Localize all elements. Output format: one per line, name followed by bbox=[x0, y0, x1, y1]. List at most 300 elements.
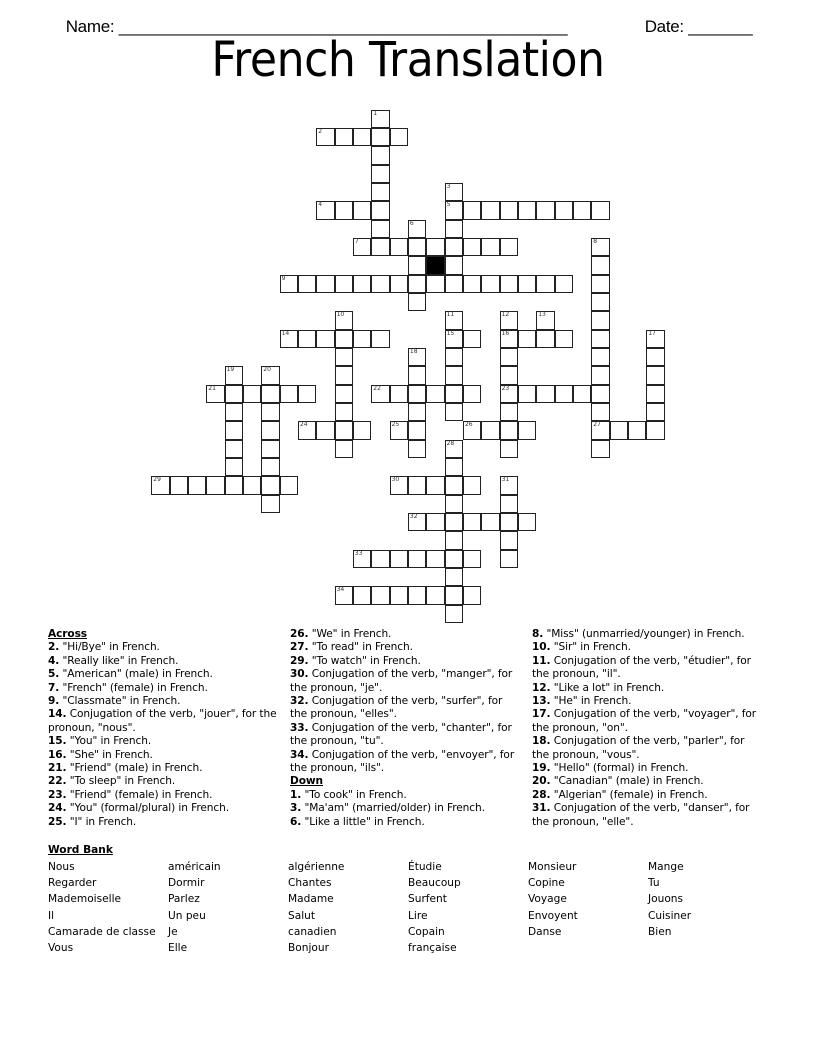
clue-text: "Hello" (formal) in French. bbox=[550, 762, 689, 775]
name-label: Name: bbox=[65, 17, 119, 36]
grid-cell[interactable] bbox=[518, 330, 536, 348]
word-bank-item: Jouons bbox=[648, 893, 684, 906]
clue-number: 9. bbox=[48, 695, 60, 708]
grid-cell[interactable] bbox=[408, 440, 426, 458]
grid-cell[interactable] bbox=[591, 256, 609, 274]
grid-cell[interactable] bbox=[408, 550, 426, 568]
grid-cell[interactable] bbox=[298, 421, 316, 439]
clue-number: 21. bbox=[48, 762, 67, 775]
grid-cell[interactable] bbox=[335, 403, 353, 421]
clue-item bbox=[290, 816, 522, 829]
grid-cell[interactable] bbox=[500, 550, 518, 568]
clue-item bbox=[290, 722, 522, 749]
grid-cell[interactable] bbox=[591, 275, 609, 293]
grid-cell[interactable] bbox=[408, 238, 426, 256]
grid-cell[interactable] bbox=[500, 513, 518, 531]
grid-cell[interactable] bbox=[481, 238, 499, 256]
grid-cell[interactable] bbox=[371, 275, 389, 293]
grid-cell[interactable] bbox=[151, 476, 169, 494]
date-label: Date: bbox=[644, 17, 689, 36]
page-title: French Translation bbox=[211, 32, 605, 88]
word-bank-item: Surfent bbox=[408, 893, 447, 906]
clue-item bbox=[532, 641, 764, 654]
grid-cell[interactable] bbox=[445, 440, 463, 458]
clue-text: "We" in French. bbox=[308, 628, 392, 640]
grid-cell[interactable] bbox=[335, 440, 353, 458]
grid-cell[interactable] bbox=[390, 385, 408, 403]
grid-cell[interactable] bbox=[481, 275, 499, 293]
grid-cell[interactable] bbox=[353, 586, 371, 604]
grid-cell[interactable] bbox=[445, 513, 463, 531]
cell-number: 13 bbox=[538, 311, 546, 319]
grid-cell[interactable] bbox=[188, 476, 206, 494]
clue-text: Conjugation of the verb, "jouer", for the pronoun, "nous". bbox=[48, 708, 277, 734]
grid-cell[interactable] bbox=[445, 568, 463, 586]
word-bank-item: Elle bbox=[168, 942, 188, 954]
grid-cell[interactable] bbox=[371, 146, 389, 164]
grid-cell[interactable] bbox=[371, 385, 389, 403]
grid-cell[interactable] bbox=[261, 495, 279, 513]
clue-item bbox=[290, 628, 522, 641]
clue-text: "Sir" in French. bbox=[550, 641, 631, 654]
clue-text: "Ma'am" (married/older) in French. bbox=[301, 802, 485, 815]
grid-cell[interactable] bbox=[463, 421, 481, 439]
clue-text: "Friend" (male) in French. bbox=[66, 762, 203, 775]
cell-number: 19 bbox=[226, 366, 235, 374]
grid-cell[interactable] bbox=[536, 311, 554, 329]
grid-cell[interactable] bbox=[371, 220, 389, 238]
grid-cell[interactable] bbox=[371, 586, 389, 604]
cell-number: 16 bbox=[501, 329, 510, 337]
word-bank-item: Mange bbox=[648, 861, 684, 873]
word-bank-item: Salut bbox=[288, 909, 316, 922]
grid-cell[interactable] bbox=[445, 256, 463, 274]
grid-cell[interactable] bbox=[353, 330, 371, 348]
grid-cell[interactable] bbox=[463, 238, 481, 256]
grid-cell[interactable] bbox=[500, 495, 518, 513]
grid-cell[interactable] bbox=[298, 330, 316, 348]
clue-number: 22. bbox=[48, 775, 67, 788]
grid-cell[interactable] bbox=[353, 421, 371, 439]
grid-cell[interactable] bbox=[463, 586, 481, 604]
grid-cell[interactable] bbox=[445, 366, 463, 384]
grid-cell[interactable] bbox=[500, 275, 518, 293]
grid-cell[interactable] bbox=[463, 275, 481, 293]
grid-cell[interactable] bbox=[408, 275, 426, 293]
grid-cell[interactable] bbox=[408, 366, 426, 384]
grid-cell[interactable] bbox=[371, 183, 389, 201]
grid-cell[interactable] bbox=[646, 421, 664, 439]
grid-cell[interactable] bbox=[536, 201, 554, 219]
grid-cell[interactable] bbox=[225, 458, 243, 476]
grid-cell[interactable] bbox=[481, 421, 499, 439]
clue-text: "You" (formal/plural) in French. bbox=[66, 802, 230, 815]
grid-cell[interactable] bbox=[335, 275, 353, 293]
clue-number: 10. bbox=[532, 641, 551, 654]
grid-cell[interactable] bbox=[591, 440, 609, 458]
grid-cell[interactable] bbox=[316, 275, 334, 293]
clue-item bbox=[48, 735, 280, 748]
grid-cell[interactable] bbox=[591, 385, 609, 403]
grid-cell[interactable] bbox=[408, 421, 426, 439]
grid-cell[interactable] bbox=[591, 293, 609, 311]
grid-cell[interactable] bbox=[555, 201, 573, 219]
grid-cell[interactable] bbox=[445, 495, 463, 513]
grid-cell[interactable] bbox=[518, 201, 536, 219]
cell-number: 9 bbox=[281, 274, 286, 282]
grid-cell[interactable] bbox=[225, 421, 243, 439]
grid-cell[interactable] bbox=[445, 385, 463, 403]
word-bank-item: Madame bbox=[288, 893, 334, 906]
word-bank-item: Chantes bbox=[288, 877, 332, 890]
grid-cell[interactable] bbox=[426, 476, 444, 494]
grid-cell[interactable] bbox=[426, 513, 444, 531]
grid-cell[interactable] bbox=[280, 476, 298, 494]
word-bank-item: française bbox=[408, 942, 457, 954]
grid-cell[interactable] bbox=[408, 586, 426, 604]
grid-cell[interactable] bbox=[390, 550, 408, 568]
clue-number: 8. bbox=[532, 628, 544, 640]
grid-cell[interactable] bbox=[481, 513, 499, 531]
cell-number: 25 bbox=[391, 421, 400, 429]
grid-cell[interactable] bbox=[573, 201, 591, 219]
cell-number: 26 bbox=[464, 421, 473, 429]
clue-number: 25. bbox=[48, 815, 67, 828]
clue-text: "Like a little" in French. bbox=[301, 815, 425, 828]
clue-number: 6. bbox=[290, 815, 302, 828]
grid-cell[interactable] bbox=[408, 476, 426, 494]
grid-cell[interactable] bbox=[408, 348, 426, 366]
grid-cell[interactable] bbox=[500, 385, 518, 403]
cell-number: 15 bbox=[446, 329, 455, 337]
grid-cell[interactable] bbox=[445, 586, 463, 604]
clue-number: 17. bbox=[532, 708, 551, 721]
grid-cell[interactable] bbox=[225, 476, 243, 494]
grid-cell[interactable] bbox=[408, 403, 426, 421]
word-bank-item: Lire bbox=[408, 909, 428, 922]
grid-cell[interactable] bbox=[335, 366, 353, 384]
grid-cell[interactable] bbox=[390, 275, 408, 293]
clues-column-1 bbox=[48, 628, 280, 829]
grid-cell[interactable] bbox=[646, 366, 664, 384]
grid-cell[interactable] bbox=[353, 128, 371, 146]
grid-cell[interactable] bbox=[371, 110, 389, 128]
grid-cell[interactable] bbox=[500, 311, 518, 329]
clue-item bbox=[290, 668, 522, 695]
cell-number: 7 bbox=[354, 237, 359, 245]
clue-item bbox=[532, 735, 764, 762]
grid-cell[interactable] bbox=[500, 440, 518, 458]
cell-number: 20 bbox=[263, 366, 271, 374]
cell-number: 28 bbox=[446, 439, 455, 447]
clue-number: 29. bbox=[290, 654, 309, 667]
grid-cell[interactable] bbox=[280, 275, 298, 293]
clue-text: "Algerian" (female) in French. bbox=[550, 788, 708, 801]
grid-cell[interactable] bbox=[426, 550, 444, 568]
cell-number: 33 bbox=[354, 549, 363, 557]
grid-cell[interactable] bbox=[445, 238, 463, 256]
cell-number: 32 bbox=[409, 512, 418, 520]
grid-cell[interactable] bbox=[298, 385, 316, 403]
clue-number: 34. bbox=[290, 748, 309, 761]
grid-cell[interactable] bbox=[298, 275, 316, 293]
grid-cell[interactable] bbox=[591, 330, 609, 348]
grid-cell[interactable] bbox=[225, 366, 243, 384]
clue-item bbox=[48, 749, 280, 762]
clue-text: Conjugation of the verb, "envoyer", for the pronoun, "ils". bbox=[290, 748, 515, 775]
clue-number: 28. bbox=[532, 788, 551, 801]
clues-column-2 bbox=[290, 628, 522, 829]
grid-cell[interactable] bbox=[335, 385, 353, 403]
grid-cell[interactable] bbox=[518, 275, 536, 293]
grid-cell[interactable] bbox=[518, 385, 536, 403]
grid-cell[interactable] bbox=[500, 421, 518, 439]
grid-cell[interactable] bbox=[353, 238, 371, 256]
grid-cell[interactable] bbox=[390, 238, 408, 256]
grid-cell[interactable] bbox=[445, 220, 463, 238]
word-bank-heading: Word Bank bbox=[48, 844, 113, 856]
grid-cell[interactable] bbox=[261, 476, 279, 494]
grid-cell[interactable] bbox=[206, 385, 224, 403]
grid-cell[interactable] bbox=[390, 421, 408, 439]
cell-number: 5 bbox=[446, 201, 451, 209]
clue-item bbox=[48, 655, 280, 668]
grid-cell[interactable] bbox=[408, 220, 426, 238]
grid-cell[interactable] bbox=[445, 183, 463, 201]
grid-cell[interactable] bbox=[261, 366, 279, 384]
grid-cell[interactable] bbox=[445, 275, 463, 293]
grid-cell[interactable] bbox=[408, 385, 426, 403]
clue-item bbox=[532, 655, 764, 682]
grid-cell[interactable] bbox=[426, 586, 444, 604]
word-bank-item: Camarade de classe bbox=[48, 925, 156, 938]
grid-cell[interactable] bbox=[555, 330, 573, 348]
word-bank-item: Parlez bbox=[168, 893, 200, 906]
grid-cell[interactable] bbox=[261, 421, 279, 439]
grid-cell[interactable] bbox=[500, 403, 518, 421]
clue-item bbox=[532, 775, 764, 788]
word-bank-item: Danse bbox=[528, 925, 562, 938]
grid-cell[interactable] bbox=[371, 550, 389, 568]
grid-cell[interactable] bbox=[335, 201, 353, 219]
grid-cell[interactable] bbox=[261, 440, 279, 458]
across-heading: Across bbox=[48, 628, 87, 640]
word-bank-item: Voyage bbox=[528, 893, 567, 906]
cell-number: 27 bbox=[593, 421, 601, 429]
grid-cell[interactable] bbox=[500, 531, 518, 549]
grid-cell[interactable] bbox=[500, 476, 518, 494]
grid-cell[interactable] bbox=[408, 293, 426, 311]
clue-number: 32. bbox=[290, 695, 309, 708]
grid-cell[interactable] bbox=[500, 201, 518, 219]
grid-cell[interactable] bbox=[555, 385, 573, 403]
clue-number: 16. bbox=[48, 748, 67, 761]
clue-text: "Miss" (unmarried/younger) in French. bbox=[543, 628, 745, 640]
grid-cell[interactable] bbox=[225, 440, 243, 458]
grid-cell[interactable] bbox=[573, 385, 591, 403]
grid-cell[interactable] bbox=[353, 275, 371, 293]
grid-cell[interactable] bbox=[280, 330, 298, 348]
word-bank-item: Bonjour bbox=[288, 942, 329, 954]
clue-item bbox=[532, 762, 764, 775]
clue-text: "To read" in French. bbox=[308, 641, 413, 654]
clue-text: "Really like" in French. bbox=[59, 654, 179, 667]
grid-cell[interactable] bbox=[390, 128, 408, 146]
grid-cell[interactable] bbox=[646, 348, 664, 366]
grid-cell[interactable] bbox=[463, 385, 481, 403]
grid-cell[interactable] bbox=[206, 476, 224, 494]
word-bank-item: Beaucoup bbox=[408, 877, 461, 890]
word-bank-item: Copain bbox=[408, 925, 445, 938]
grid-cell[interactable] bbox=[390, 586, 408, 604]
grid-cell[interactable] bbox=[243, 476, 261, 494]
grid-cell[interactable] bbox=[371, 165, 389, 183]
grid-cell[interactable] bbox=[445, 201, 463, 219]
grid-cell[interactable] bbox=[335, 421, 353, 439]
clue-number: 14. bbox=[48, 708, 67, 721]
cell-number: 31 bbox=[501, 476, 510, 484]
clue-item bbox=[48, 775, 280, 788]
grid-cell[interactable] bbox=[610, 421, 628, 439]
grid-cell[interactable] bbox=[445, 348, 463, 366]
grid-cell[interactable] bbox=[500, 330, 518, 348]
grid-cell[interactable] bbox=[371, 238, 389, 256]
clue-item bbox=[48, 708, 280, 735]
clue-item bbox=[290, 655, 522, 668]
grid-cell[interactable] bbox=[243, 385, 261, 403]
clue-number: 30. bbox=[290, 668, 309, 681]
grid-cell[interactable] bbox=[261, 458, 279, 476]
grid-cell[interactable] bbox=[463, 513, 481, 531]
clue-item bbox=[532, 682, 764, 695]
grid-cell[interactable] bbox=[536, 275, 554, 293]
grid-cell[interactable] bbox=[518, 513, 536, 531]
grid-cell[interactable] bbox=[335, 128, 353, 146]
grid-cell[interactable] bbox=[591, 311, 609, 329]
grid-cell[interactable] bbox=[426, 238, 444, 256]
word-bank-item: Un peu bbox=[168, 909, 206, 922]
grid-cell[interactable] bbox=[335, 311, 353, 329]
grid-cell[interactable] bbox=[426, 275, 444, 293]
grid-cell[interactable] bbox=[225, 403, 243, 421]
grid-cell[interactable] bbox=[335, 330, 353, 348]
grid-cell[interactable] bbox=[555, 275, 573, 293]
grid-cell[interactable] bbox=[408, 256, 426, 274]
grid-cell[interactable] bbox=[591, 238, 609, 256]
clue-number: 18. bbox=[532, 735, 551, 748]
grid-cell[interactable] bbox=[646, 403, 664, 421]
grid-cell[interactable] bbox=[463, 476, 481, 494]
grid-cell[interactable] bbox=[353, 550, 371, 568]
grid-cell[interactable] bbox=[408, 513, 426, 531]
clue-text: "To cook" in French. bbox=[301, 788, 407, 801]
grid-cell[interactable] bbox=[646, 330, 664, 348]
grid-cell[interactable] bbox=[536, 385, 554, 403]
clues-column-3 bbox=[532, 628, 764, 829]
cell-number: 23 bbox=[501, 384, 510, 392]
clue-text: "American" (male) in French. bbox=[59, 668, 213, 681]
cell-number: 4 bbox=[318, 201, 323, 209]
grid-cell[interactable] bbox=[170, 476, 188, 494]
cell-number: 18 bbox=[409, 347, 418, 355]
word-bank-item: américain bbox=[168, 861, 221, 873]
cell-number: 3 bbox=[446, 182, 451, 190]
cell-number: 22 bbox=[373, 384, 381, 392]
grid-cell[interactable] bbox=[628, 421, 646, 439]
grid-cell[interactable] bbox=[261, 385, 279, 403]
grid-cell[interactable] bbox=[500, 366, 518, 384]
grid-cell[interactable] bbox=[445, 605, 463, 623]
grid-cell[interactable] bbox=[353, 201, 371, 219]
grid-cell[interactable] bbox=[591, 403, 609, 421]
cell-number: 6 bbox=[409, 219, 414, 227]
grid-cell[interactable] bbox=[225, 385, 243, 403]
grid-cell[interactable] bbox=[316, 421, 334, 439]
grid-cell[interactable] bbox=[536, 330, 554, 348]
cell-number: 1 bbox=[373, 109, 378, 117]
grid-cell[interactable] bbox=[316, 330, 334, 348]
word-bank-item: Monsieur bbox=[528, 861, 577, 873]
grid-cell[interactable] bbox=[591, 366, 609, 384]
grid-cell[interactable] bbox=[591, 348, 609, 366]
grid-cell[interactable] bbox=[426, 385, 444, 403]
clue-text: Conjugation of the verb, "parler", for the pronoun, "vous". bbox=[532, 735, 745, 761]
clue-number: 26. bbox=[290, 628, 309, 640]
word-bank-item: Dormir bbox=[168, 877, 205, 890]
grid-cell[interactable] bbox=[280, 385, 298, 403]
grid-cell[interactable] bbox=[500, 348, 518, 366]
grid-cell[interactable] bbox=[518, 421, 536, 439]
clue-text: "To sleep" in French. bbox=[66, 775, 176, 788]
grid-cell[interactable] bbox=[445, 531, 463, 549]
grid-cell[interactable] bbox=[316, 201, 334, 219]
grid-cell[interactable] bbox=[335, 586, 353, 604]
grid-cell[interactable] bbox=[445, 311, 463, 329]
clue-number: 20. bbox=[532, 775, 551, 788]
grid-cell[interactable] bbox=[463, 550, 481, 568]
clue-text: "Classmate" in French. bbox=[59, 695, 181, 708]
grid-cell[interactable] bbox=[481, 201, 499, 219]
clue-item bbox=[48, 641, 280, 654]
grid-cell[interactable] bbox=[445, 403, 463, 421]
grid-cell[interactable] bbox=[646, 385, 664, 403]
grid-cell[interactable] bbox=[445, 476, 463, 494]
grid-cell[interactable] bbox=[463, 330, 481, 348]
grid-cell[interactable] bbox=[463, 201, 481, 219]
cell-number: 30 bbox=[391, 476, 400, 484]
grid-cell[interactable] bbox=[371, 201, 389, 219]
grid-cell[interactable] bbox=[261, 403, 279, 421]
grid-cell[interactable] bbox=[371, 128, 389, 146]
grid-cell[interactable] bbox=[371, 330, 389, 348]
grid-cell[interactable] bbox=[591, 201, 609, 219]
clue-number: 11. bbox=[532, 654, 551, 667]
cell-number: 34 bbox=[336, 586, 345, 594]
grid-cell[interactable] bbox=[390, 476, 408, 494]
clue-number: 31. bbox=[532, 802, 551, 815]
grid-cell[interactable] bbox=[445, 330, 463, 348]
grid-cell[interactable] bbox=[335, 348, 353, 366]
grid-cell[interactable] bbox=[445, 550, 463, 568]
clue-item bbox=[532, 708, 764, 735]
grid-cell[interactable] bbox=[500, 238, 518, 256]
grid-cell[interactable] bbox=[316, 128, 334, 146]
clue-item bbox=[290, 789, 522, 802]
grid-cell[interactable] bbox=[445, 458, 463, 476]
grid-cell[interactable] bbox=[591, 421, 609, 439]
clue-text: "She" in French. bbox=[66, 748, 153, 761]
word-bank-item: Je bbox=[168, 925, 178, 938]
